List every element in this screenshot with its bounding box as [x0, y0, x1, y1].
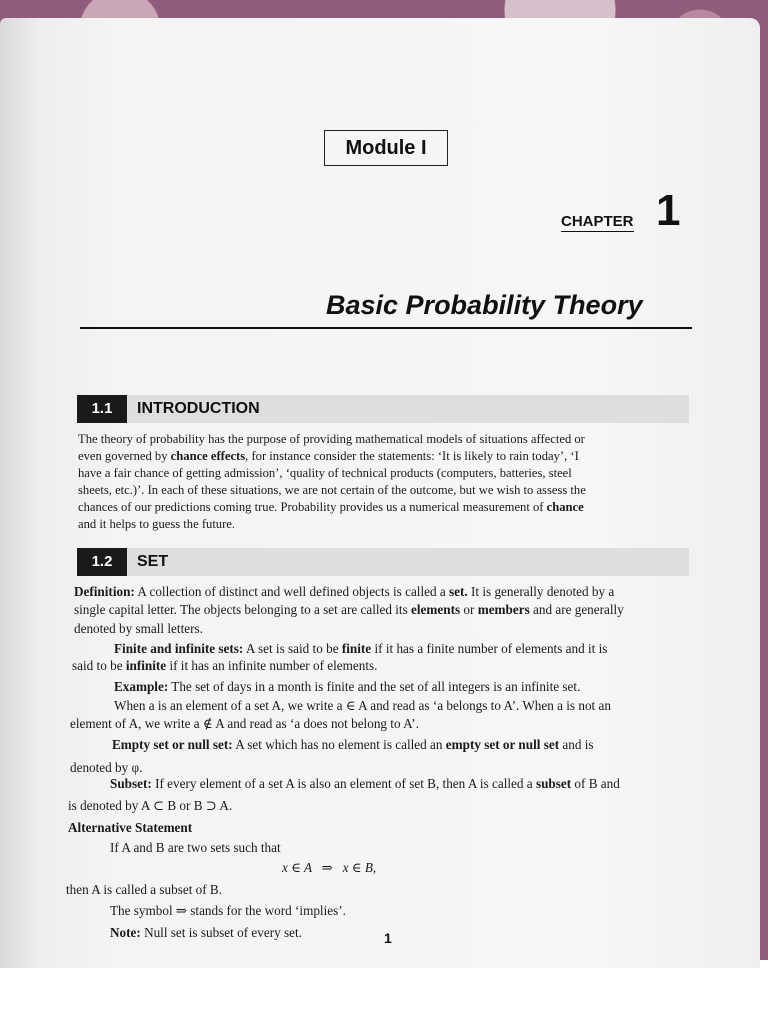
module-label: Module I	[324, 130, 448, 166]
empty-set-line: denoted by φ.	[70, 760, 143, 775]
intro-line: and it helps to guess the future.	[78, 517, 236, 531]
chapter-title: Basic Probability Theory	[326, 290, 643, 320]
section-title: SET	[137, 553, 169, 570]
implication-formula: x ∈ A ⇒ x ∈ B,	[282, 860, 377, 875]
intro-line: even governed by chance effects, for instance consider the statements: ‘It is likely to rain today’, ‘I	[78, 449, 579, 463]
finite-sets-line: Finite and infinite sets: A set is said to be finite if it has a finite number of elements and it is	[114, 641, 608, 656]
section-title: INTRODUCTION	[137, 400, 260, 417]
alternative-line: If A and B are two sets such that	[110, 840, 281, 855]
chapter-label: CHAPTER	[561, 213, 634, 230]
section-number: 1.1	[77, 395, 127, 423]
section-number: 1.2	[77, 548, 127, 576]
intro-line: have a fair chance of getting admission’, ‘quality of technical products (computers, batteries, steel	[78, 466, 572, 480]
element-line: element of A, we write a ∉ A and read as ‘a does not belong to A’.	[70, 716, 419, 731]
intro-line: sheets, etc.)’. In each of these situations, we are not certain of the outcome, but we wish to assess the	[78, 483, 586, 497]
note-line: Note: Null set is subset of every set.	[110, 925, 302, 940]
empty-set-line: Empty set or null set: A set which has no element is called an empty set or null set and is	[112, 737, 594, 752]
intro-paragraph	[78, 431, 694, 533]
alternative-statement-heading: Alternative Statement	[68, 820, 193, 835]
symbol-line: The symbol ⇒ stands for the word ‘implies’.	[110, 903, 346, 918]
bottom-margin	[0, 960, 768, 1024]
subset-line: Subset: If every element of a set A is also an element of set B, then A is called a subset of B and	[110, 776, 620, 791]
page-number: 1	[384, 930, 392, 946]
alternative-line: then A is called a subset of B.	[66, 882, 223, 897]
definition-line: denoted by small letters.	[74, 621, 203, 636]
intro-line: chances of our predictions coming true. Probability provides us a numerical measurement of chance	[78, 500, 584, 514]
finite-sets-line: said to be infinite if it has an infinite number of elements.	[72, 658, 378, 673]
subset-line: is denoted by A ⊂ B or B ⊃ A.	[68, 798, 233, 813]
title-rule	[80, 327, 692, 329]
definition-line: Definition: A collection of distinct and well defined objects is called a set. It is generally denoted by a	[74, 584, 615, 599]
intro-line: The theory of probability has the purpose of providing mathematical models of situations affected or	[78, 432, 585, 446]
element-line: When a is an element of a set A, we write a ∈ A and read as ‘a belongs to A’. When a is not an	[114, 698, 611, 713]
chapter-number: 1	[656, 186, 681, 235]
section-header-introduction	[77, 395, 689, 423]
section-header-set	[77, 548, 689, 576]
definition-line: single capital letter. The objects belonging to a set are called its elements or members and are generally	[74, 602, 624, 617]
example-line: Example: The set of days in a month is finite and the set of all integers is an infinite set.	[114, 679, 581, 694]
